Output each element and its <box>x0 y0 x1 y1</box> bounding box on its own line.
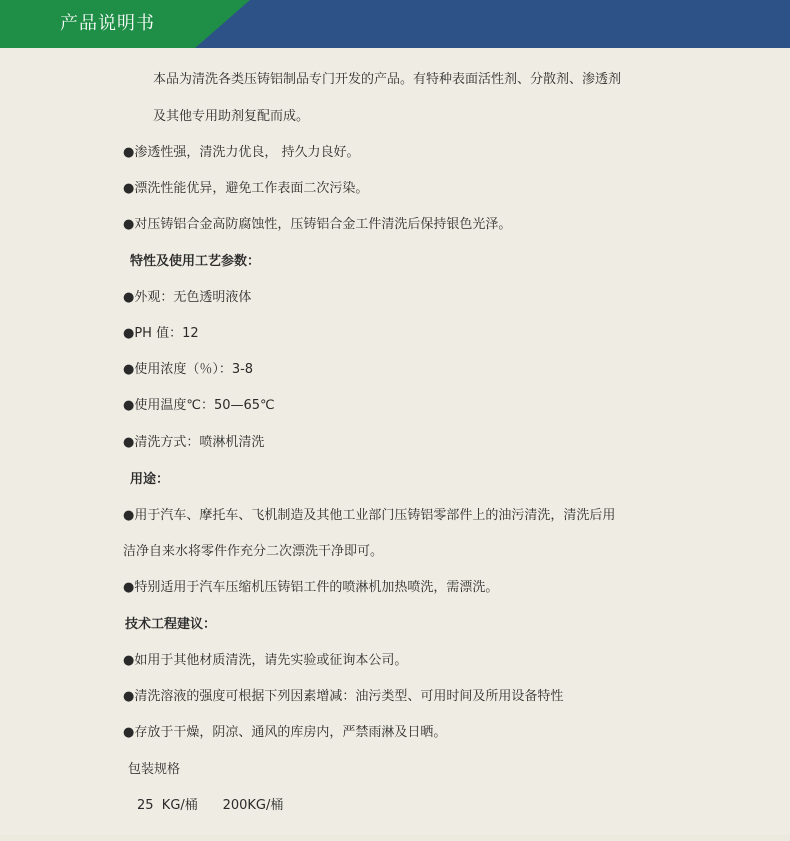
param-item: ●使用温度℃：50—65℃ <box>123 398 275 413</box>
usage-item: ●用于汽车、摩托车、飞机制造及其他工业部门压铸铝零部件上的油污清洗，清洗后用 <box>123 508 616 523</box>
page-title: 产品说明书 <box>60 13 155 34</box>
usage-item: 洁净自来水将零件作充分二次漂洗干净即可。 <box>123 544 384 559</box>
usage-heading: 用途： <box>130 472 170 487</box>
packaging-heading: 包装规格 <box>128 762 181 777</box>
param-item: ●使用浓度（％）：3-8 <box>123 362 254 377</box>
advice-item: ●如用于其他材质清洗，请先实验或征询本公司。 <box>123 653 408 668</box>
intro-line-1: 本品为清洗各类压铸铝制品专门开发的产品。有特种表面活性剂、分散剂、渗透剂 <box>153 72 622 87</box>
param-item: ●外观：无色透明液体 <box>123 290 252 305</box>
advice-item: ●清洗溶液的强度可根据下列因素增减：油污类型、可用时间及所用设备特性 <box>123 689 564 704</box>
bottom-divider <box>0 835 790 841</box>
params-heading: 特性及使用工艺参数： <box>130 254 261 269</box>
feature-item: ●渗透性强，清洗力优良， 持久力良好。 <box>123 145 360 160</box>
intro-line-2: 及其他专用助剂复配而成。 <box>153 109 310 124</box>
param-item: ●PH 值：12 <box>123 326 199 341</box>
advice-item: ●存放于干燥，阴凉、通风的库房内，严禁雨淋及日晒。 <box>123 725 447 740</box>
feature-item: ●漂洗性能优异，避免工作表面二次污染。 <box>123 181 369 196</box>
feature-item: ●对压铸铝合金高防腐蚀性，压铸铝合金工件清洗后保持银色光泽。 <box>123 217 512 232</box>
header-banner <box>0 0 790 48</box>
usage-item: ●特别适用于汽车压缩机压铸铝工件的喷淋机加热喷洗，需漂洗。 <box>123 580 499 595</box>
advice-heading: 技术工程建议： <box>125 617 217 632</box>
param-item: ●清洗方式：喷淋机清洗 <box>123 435 265 450</box>
packaging-specs: 25 KG/桶 200KG/桶 <box>137 798 284 813</box>
